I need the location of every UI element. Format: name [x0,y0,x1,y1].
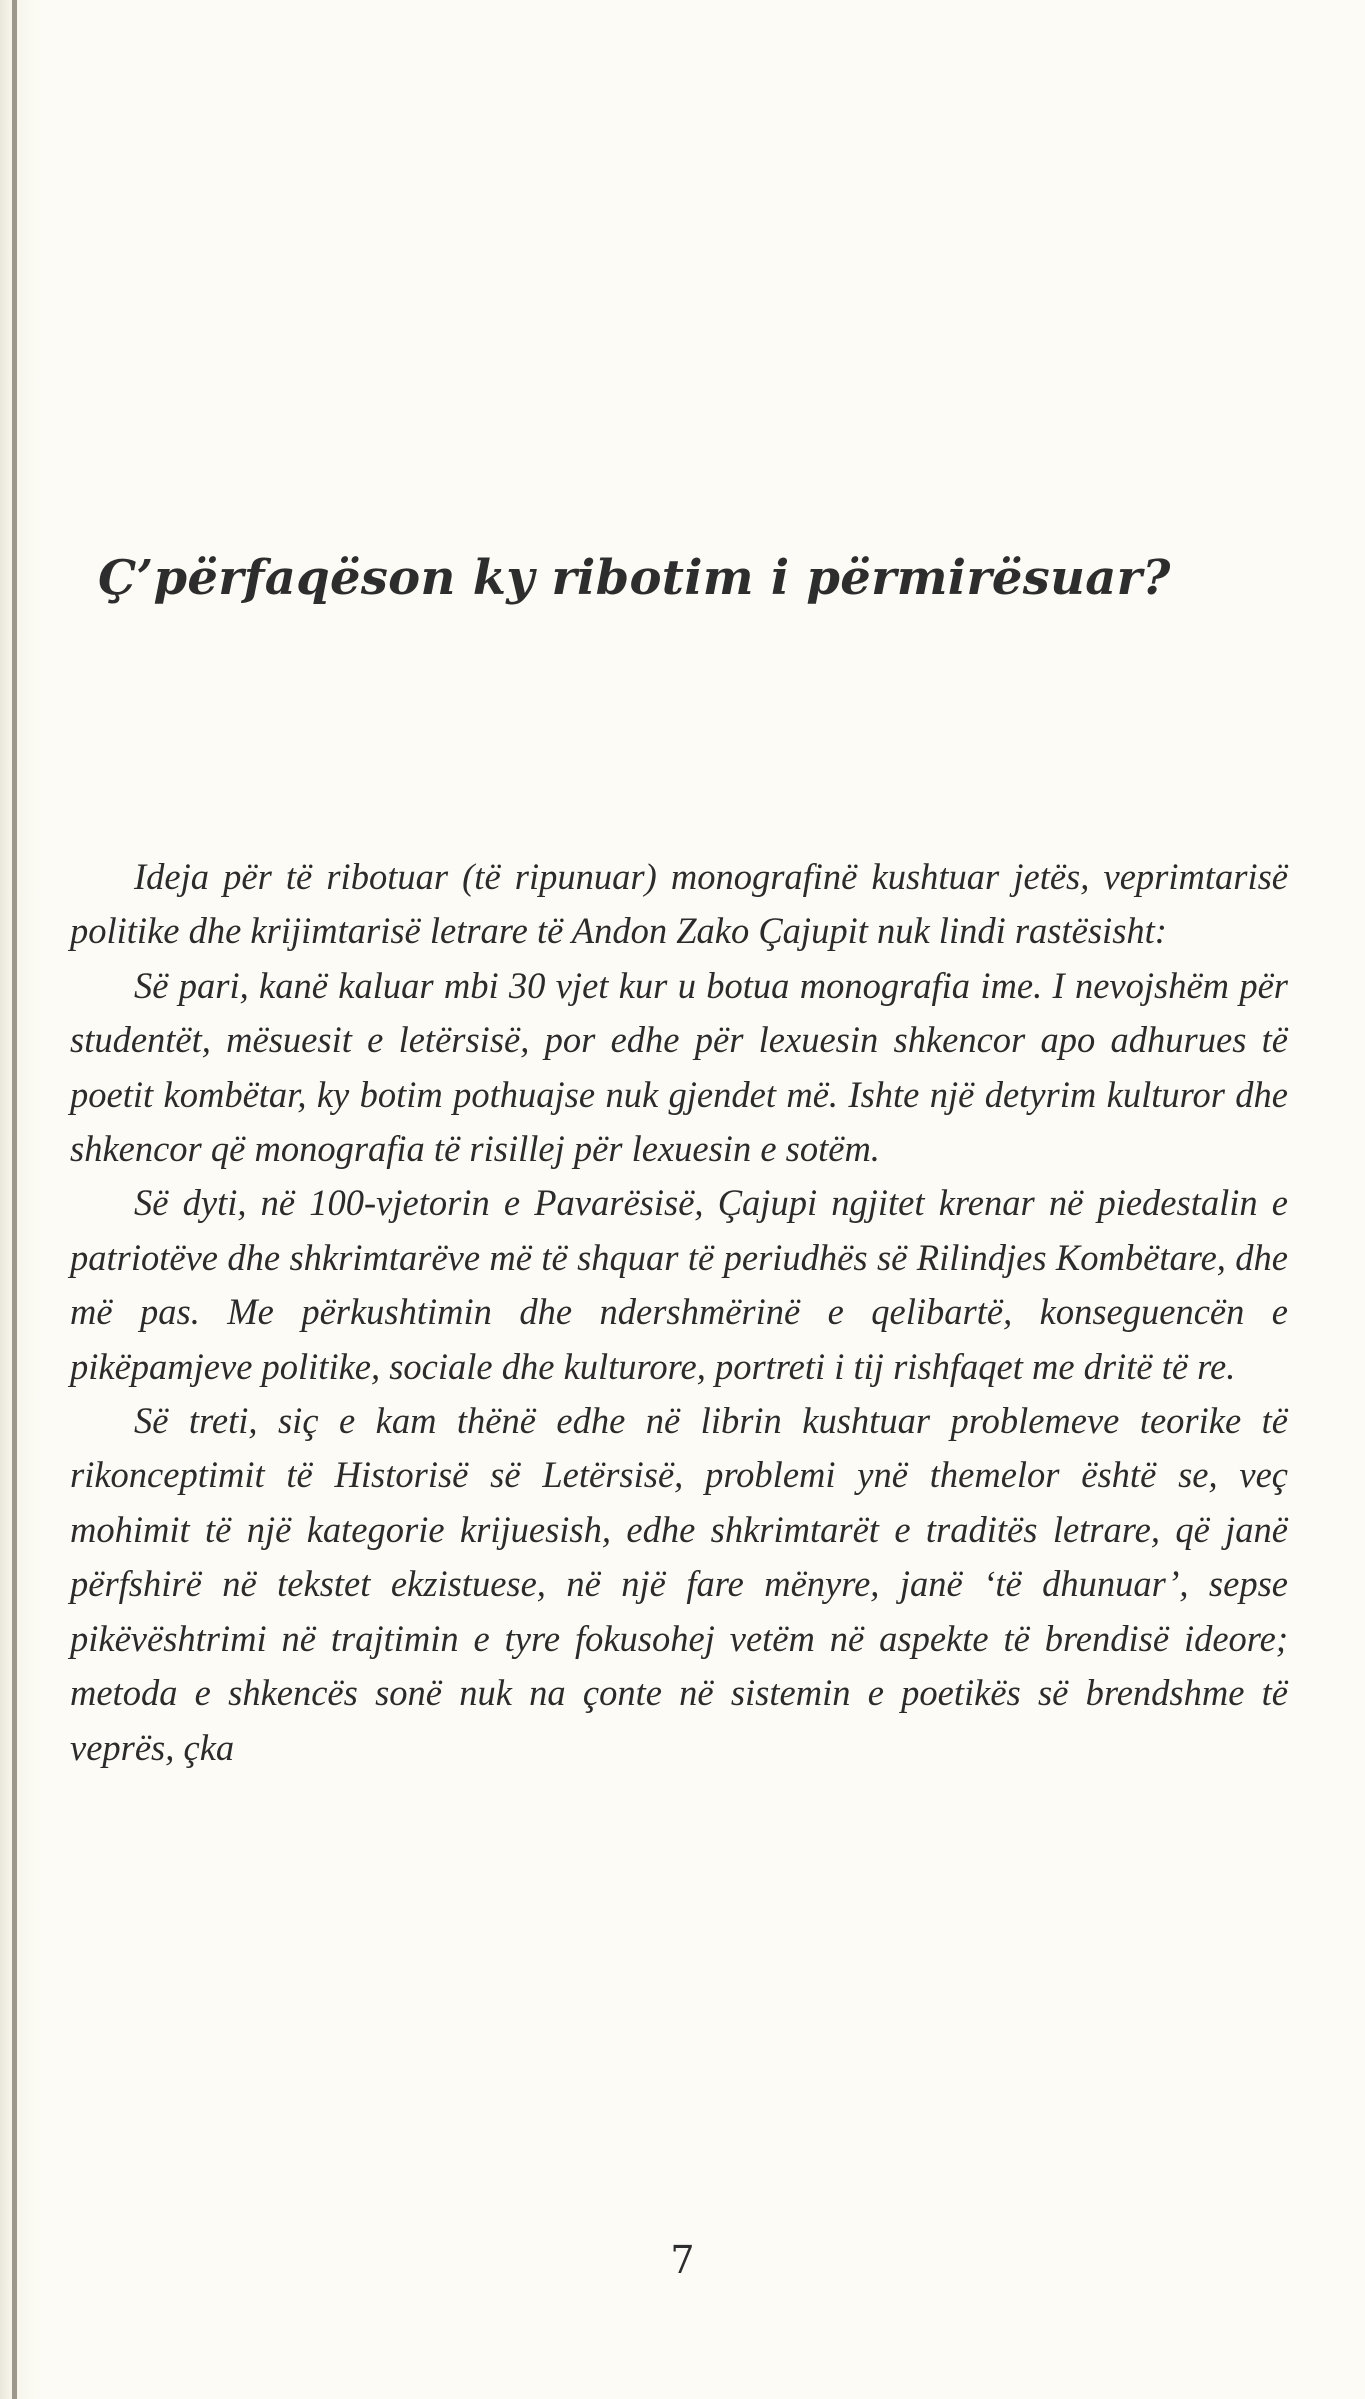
paragraph-first-reason: Së pari, kanë kaluar mbi 30 vjet kur u botua monografia ime. I nevojshëm për studentët, mësuesit e letërsisë, por edhe për lexuesin shkencor apo adhurues të poetit kombëtar, ky botim pothuajse nuk gjendet më. Ishte një detyrim kulturor dhe shkencor që monografia të risillej për lexuesin e sotëm. [70,964,1288,1170]
paragraph-second-reason: Së dyti, në 100-vjetorin e Pavarësisë, Çajupi ngjitet krenar në piedestalin e patriotëve dhe shkrimtarëve më të shquar të periudhës së Rilindjes Kombëtare, dhe më pas. Me përkushtimin dhe ndershmërinë e qelibartë, konseguencën e pikëpamjeve politike, sociale dhe kulturore, portreti i tij rishfaqet me dritë të re. [70,1182,1288,1387]
chapter-title: Ç’përfaqëson ky ribotim i përmirësuar? [98,550,1171,606]
page-number: 7 [670,2238,695,2282]
paragraph-intro: Ideja për të ribotuar (të ripunuar) monografinë kushtuar jetës, veprimtarisë politike dhe krijimtarisë letrare të Andon Zako Çajupit nuk lindi rastësisht: [70,856,1288,952]
book-spine-edge [12,0,17,2399]
paragraph-third-reason: Së treti, siç e kam thënë edhe në librin kushtuar problemeve teorike të rikonceptimit të Historisë së Letërsisë, problemi ynë themelor është se, veç mohimit të një kategorie krijuesish, edhe shkrimtarët e traditës letrare, që janë përfshirë në tekstet ekzistuese, në një fare mënyre, janë ‘të dhunuar’, sepse pikëvështrimi në trajtimin e tyre fokusohej vetëm në aspekte të brendisë ideore; metoda e shkencës sonë nuk na çonte në sistemin e poetikës së brendshme të veprës, çka [70,1400,1288,1768]
body-text [70,850,1288,1775]
